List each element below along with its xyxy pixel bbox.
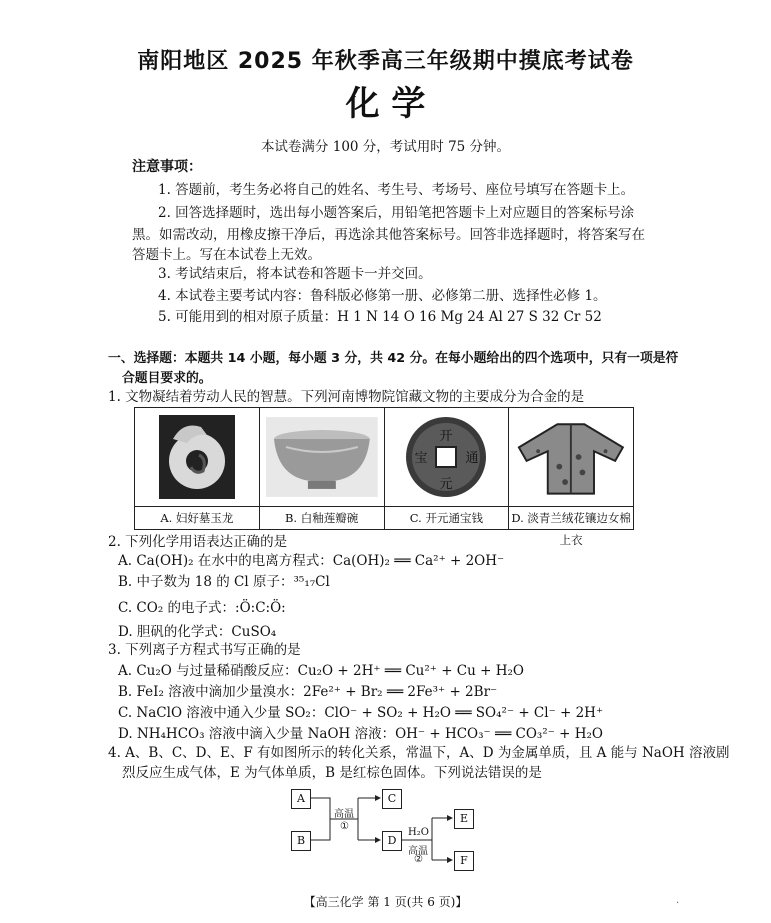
q1-option-b[interactable] [260, 408, 385, 529]
node-d: D [382, 831, 402, 851]
notice-item: 1. 答题前，考生务必将自己的姓名、考生号、考场号、座位号填写在答题卡上。 [158, 182, 635, 198]
coin-char-bottom: 元 [439, 477, 453, 492]
q3-stem: 3. 下列离子方程式书写正确的是 [108, 642, 301, 658]
q1-option-a[interactable] [135, 408, 260, 529]
q2-option-c[interactable]: C. CO₂ 的电子式：:Ö:C:Ö: [118, 600, 286, 616]
notice-item: 黑。如需改动，用橡皮擦干净后，再选涂其他答案标号。回答非选择题时，将答案写在 [132, 227, 645, 243]
option-caption: A. 妇好墓玉龙 [135, 506, 259, 529]
condition-label: 高温 [408, 846, 428, 857]
coin-char-top: 开 [439, 429, 453, 444]
exam-title: 南阳地区 2025 年秋季高三年级期中摸底考试卷 [137, 49, 634, 74]
notice-item: 2. 回答选择题时，选出每小题答案后，用铅笔把答题卡上对应题目的答案标号涂 [158, 205, 635, 221]
node-f: F [454, 851, 474, 871]
q3-option-a[interactable]: A. Cu₂O 与过量稀硝酸反应：Cu₂O + 2H⁺ ══ Cu²⁺ + Cu + H₂O [118, 663, 524, 679]
notice-item: 3. 考试结束后，将本试卷和答题卡一并交回。 [158, 266, 432, 282]
section-heading: 一、选择题：本题共 14 小题，每小题 3 分，共 42 分。在每小题给出的四个选项中，只有一项是符 [108, 351, 679, 366]
node-c: C [382, 789, 402, 809]
q4-diagram [290, 788, 490, 876]
cotton-jacket-image [515, 414, 627, 500]
q1-option-d[interactable] [509, 408, 633, 547]
node-e: E [454, 809, 474, 829]
jade-dragon-image [141, 414, 253, 500]
step-label: ② [414, 854, 423, 865]
notice-item: 答题卡上。写在本试卷上无效。 [132, 247, 321, 263]
notice-item: 5. 可能用到的相对原子质量：H 1 N 14 O 16 Mg 24 Al 27 S 32 Cr 52 [158, 309, 602, 325]
corner-mark: · [676, 898, 680, 909]
option-caption: D. 淡青兰绒花镶边女棉上衣 [509, 506, 633, 529]
q3-option-b[interactable]: B. FeI₂ 溶液中滴加少量溴水：2Fe²⁺ + Br₂ ══ 2Fe³⁺ + 2Br⁻ [118, 684, 498, 700]
q2-option-b[interactable]: B. 中子数为 18 的 Cl 原子：³⁵₁₇Cl [118, 574, 330, 590]
node-a: A [291, 789, 311, 809]
q2-option-d[interactable]: D. 胆矾的化学式：CuSO₄ [118, 624, 277, 640]
option-caption: C. 开元通宝钱 [385, 506, 509, 529]
coin-char-left: 宝 [414, 451, 428, 466]
kaiyuan-coin-image [391, 414, 503, 500]
notice-item: 4. 本试卷主要考试内容：鲁科版必修第一册、必修第二册、选择性必修 1。 [158, 288, 607, 304]
condition-label: 高温 [334, 809, 354, 820]
notice-heading: 注意事项： [132, 159, 202, 175]
subject-title: 化 学 [345, 84, 426, 124]
q2-option-a[interactable]: A. Ca(OH)₂ 在水中的电离方程式：Ca(OH)₂ ══ Ca²⁺ + 2OH⁻ [118, 553, 505, 569]
reagent-label: H₂O [408, 827, 429, 838]
q1-stem: 1. 文物凝结着劳动人民的智慧。下列河南博物院馆藏文物的主要成分为合金的是 [108, 389, 585, 405]
q3-option-d[interactable]: D. NH₄HCO₃ 溶液中滴入少量 NaOH 溶液：OH⁻ + HCO₃⁻ ══ CO₃²⁻ + H₂O [118, 726, 603, 742]
q4-stem-cont: 烈反应生成气体，E 为气体单质，B 是红棕色固体。下列说法错误的是 [122, 765, 542, 781]
q1-option-c[interactable] [385, 408, 510, 529]
option-caption: B. 白釉莲瓣碗 [260, 506, 384, 529]
coin-char-right: 通 [465, 451, 479, 466]
white-glaze-bowl-image [266, 414, 378, 500]
q4-stem: 4. A、B、C、D、E、F 有如图所示的转化关系，常温下，A、D 为金属单质，且 A 能与 NaOH 溶液剧 [108, 745, 730, 761]
q2-stem: 2. 下列化学用语表达正确的是 [108, 534, 288, 550]
node-b: B [291, 831, 311, 851]
exam-info: 本试卷满分 100 分，考试用时 75 分钟。 [260, 139, 511, 155]
page-footer: 【高三化学 第 1 页(共 6 页)】 [303, 895, 468, 909]
q3-option-c[interactable]: C. NaClO 溶液中通入少量 SO₂：ClO⁻ + SO₂ + H₂O ══ SO₄²⁻ + Cl⁻ + 2H⁺ [118, 705, 604, 721]
step-label: ① [340, 821, 349, 832]
section-heading-cont: 合题目要求的。 [122, 371, 212, 386]
